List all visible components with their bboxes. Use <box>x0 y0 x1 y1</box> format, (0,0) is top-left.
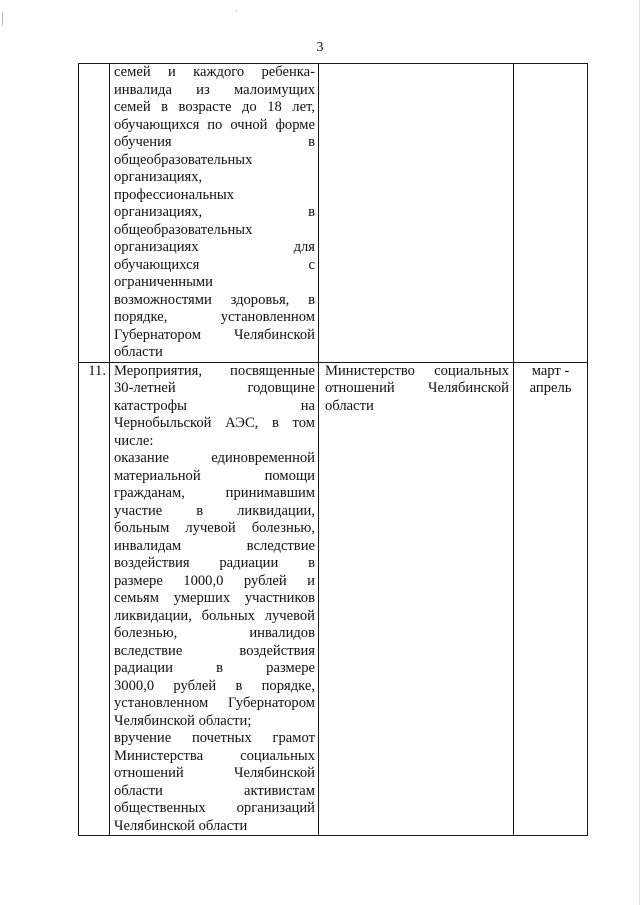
description-line: числе: <box>114 432 154 449</box>
description-line: ликвидации, больных лучевой <box>114 607 315 624</box>
description-line: семей и каждого ребенка- <box>114 64 315 80</box>
description-line: 3000,0 рублей в порядке, <box>114 677 315 694</box>
scan-artifact-dot <box>236 10 237 12</box>
description-line: Мероприятия, посвященные <box>114 362 315 379</box>
description-line: отношений Челябинской <box>114 765 315 781</box>
description-line: общественных организаций <box>114 800 315 816</box>
description-line: возможностями здоровья, в <box>114 291 315 308</box>
description-line: области <box>114 344 163 360</box>
description-line: материальной помощи <box>114 467 315 484</box>
description-line: обучающихся по очной форме <box>114 116 315 133</box>
description-line: вследствие воздействия <box>114 642 315 659</box>
description-line: области активистам <box>114 782 315 799</box>
description-line: Челябинской области; <box>114 712 252 729</box>
executor-line: области <box>325 397 374 414</box>
description-line: гражданам, принимавшим <box>114 485 315 501</box>
measures-table <box>78 63 588 836</box>
description-line: размере 1000,0 рублей и <box>114 572 315 589</box>
table-body <box>79 64 588 836</box>
description-line: инвалида из малоимущих <box>114 81 315 98</box>
table-row <box>79 64 588 363</box>
description-line: организациях, <box>114 169 203 185</box>
description-line: семьям умерших участников <box>114 590 315 606</box>
description-line: Челябинской области <box>114 817 248 834</box>
description-line: Министерства социальных <box>114 747 315 764</box>
table-row <box>79 362 588 836</box>
executor-line: отношений Челябинской <box>325 380 509 396</box>
scan-artifact-left <box>2 12 3 26</box>
description-line: вручение почетных грамот <box>114 730 315 746</box>
description-line: воздействия радиации в <box>114 555 315 571</box>
measure-description-cell <box>110 64 319 363</box>
executor-cell <box>319 362 514 836</box>
description-line: радиации в размере <box>114 660 315 676</box>
description-line: общеобразовательных <box>114 151 253 168</box>
description-line: профессиональных <box>114 186 235 203</box>
executor-line: Министерство социальных <box>325 362 509 379</box>
description-line: ограниченными <box>114 274 213 290</box>
row-number-cell <box>79 362 110 836</box>
description-line: 30-летней годовщине <box>114 380 315 396</box>
description-line: Чернобыльской АЭС, в том <box>114 415 315 431</box>
description-line: установленном Губернатором <box>114 695 315 711</box>
description-line: обучения в <box>114 134 315 150</box>
description-line: общеобразовательных <box>114 221 253 238</box>
description-line: больным лучевой болезнью, <box>114 520 315 536</box>
description-line: катастрофы на <box>114 397 315 414</box>
description-line: оказание единовременной <box>114 450 315 466</box>
description-line: порядке, установленном <box>114 309 315 325</box>
row-number: 11. <box>88 362 106 379</box>
executor-cell <box>319 64 514 363</box>
term-line: апрель <box>529 380 572 396</box>
row-number-cell <box>79 64 110 363</box>
description-line: болезнью, инвалидов <box>114 625 315 641</box>
description-line: организациях, в <box>114 204 315 220</box>
term-line: март - <box>531 362 570 379</box>
page-number: 3 <box>316 40 324 55</box>
description-line: семей в возрасте до 18 лет, <box>114 99 315 115</box>
description-line: обучающихся с <box>114 256 315 273</box>
description-line: участие в ликвидации, <box>114 502 315 519</box>
description-line: организациях для <box>114 239 315 255</box>
description-line: Губернатором Челябинской <box>114 326 315 343</box>
term-cell <box>514 362 588 836</box>
measure-description-cell <box>110 362 319 836</box>
description-line: инвалидам вследствие <box>114 537 315 554</box>
term-cell <box>514 64 588 363</box>
